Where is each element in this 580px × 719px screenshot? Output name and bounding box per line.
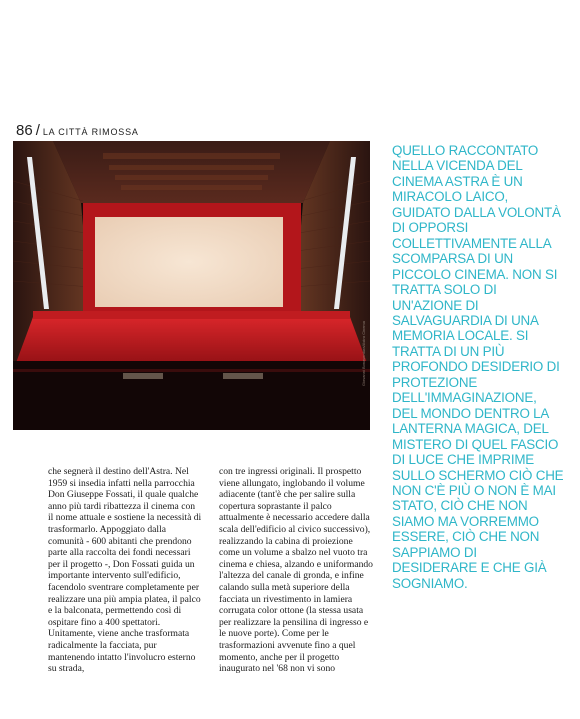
cinema-screen [95, 217, 283, 307]
pull-quote: QUELLO RACCONTATO NELLA VICENDA DEL CINEMA ASTRA È UN MIRACOLO LAICO, GUIDATO DALLA VOLONTÀ DI OPPORSI COLLETTIVAMENTE ALLA SCOMPARSA DI UN PICCOLO CINEMA. NON SI TRATTA SOLO DI UN'AZIONE DI SALVAGUARDIA DI UNA MEMORIA LOCALE. SI TRATTA DI UN PIÙ PROFONDO DESIDERIO DI PROTEZIONE DELL'IMMAGINAZIONE, DEL MONDO DENTRO LA LANTERNA MAGICA, DEL MISTERO DI QUEL FASCIO DI LUCE CHE IMPRIME SULLO SCHERMO CIÒ CHE NON C'È PIÙ O NON È MAI STATO, CIÒ CHE NON SIAMO MA VORREMMO ESSERE, CIÒ CHE NON SAPPIAMO DI DESIDERARE E CHE GIÀ SOGNIAMO. [392, 143, 564, 591]
body-column-1 [48, 466, 202, 675]
body-column-2 [219, 466, 373, 675]
cinema-hall-illustration [13, 141, 370, 430]
body-paragraph: con tre ingressi originali. Il prospetto viene allungato, inglobando il volume adiacente (tant'è che per salire sulla copertura soprastante il palco attualmente è necessario accedere dalla scala dell'edificio al civico successivo), realizzando la cabina di proiezione come un volume a sbalzo nel vuoto tra cinema e chiesa, alzando e uniformando l'altezza del canale di gronda, e infine calando sulla metà superiore della facciata un rivestimento in lamiera corrugata color ottone (la stessa usata per realizzare la pensilina di ingresso e le nuove porte). Come per le trasformazioni avvenute fino a quel momento, anche per il progetto inaugurato nel '68 non vi sono [219, 466, 373, 675]
header-separator: / [35, 122, 40, 139]
photo-credit: Giovanni Bonaventura/Astra Cinema [361, 321, 366, 386]
section-title: LA CITTÀ RIMOSSA [42, 127, 139, 137]
page-number: 86 [16, 122, 33, 139]
body-paragraph: che segnerà il destino dell'Astra. Nel 1959 si insedia infatti nella parrocchia Don Giuseppe Fossati, il quale qualche anno più tardi ribattezza il cinema con il nome attuale e sostiene la necessità di trasformarlo. Appoggiato dalla comunità - 600 abitanti che prendono parte alla raccolta dei fondi necessari per il progetto -, Don Fossati guida un importante intervento sull'edificio, facendolo sventrare completamente per realizzare una più ampia platea, il palco e la balconata, permettendo così di ospitare fino a 400 spettatori. Unitamente, viene anche trasformata radicalmente la facciata, pur mantenendo intatto l'involucro esterno su strada, [48, 466, 202, 675]
page-header [16, 122, 139, 140]
cinema-interior-photo [13, 141, 370, 430]
